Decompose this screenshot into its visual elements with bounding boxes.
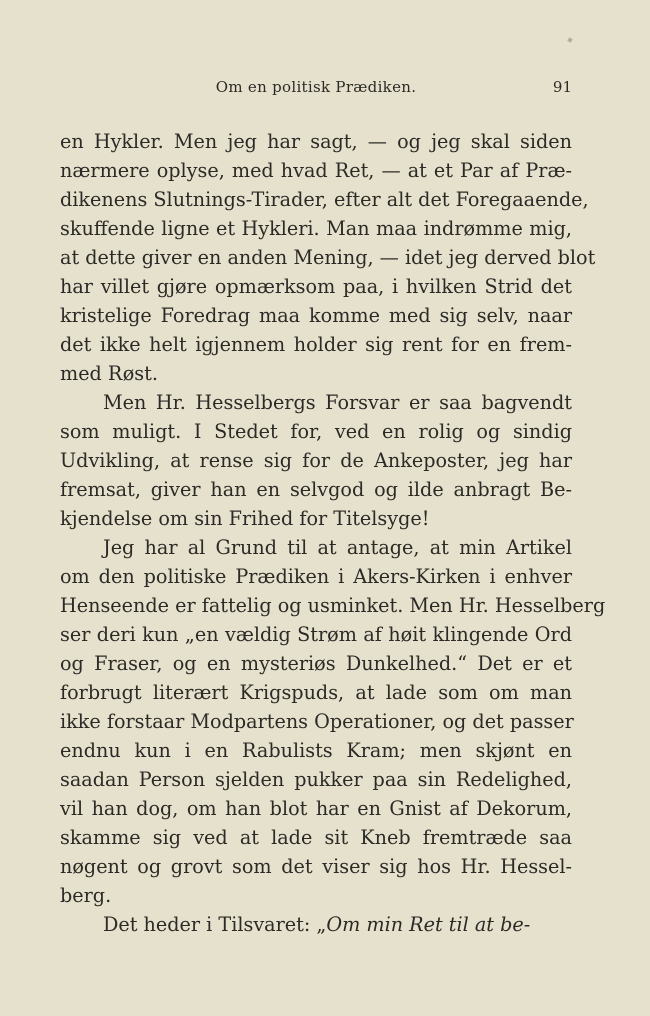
text-line: skamme sig ved at lade sit Kneb fremtræde saa	[60, 826, 572, 849]
text-line: endnu kun i en Rabulists Kram; men skjønt en	[60, 739, 572, 762]
text-line: kjendelse om sin Frihed for Titelsyge!	[60, 507, 430, 530]
text-line: dikenens Slutnings-Tirader, efter alt det Foregaaende,	[60, 188, 589, 211]
text-line: fremsat, giver han en selvgod og ilde anbragt Be-	[60, 478, 572, 501]
body-text	[60, 127, 606, 939]
text-line: nøgent og grovt som det viser sig hos Hr. Hessel-	[60, 855, 572, 878]
text-line: skuffende ligne et Hykleri. Man maa indrømme mig,	[60, 217, 572, 240]
text-line: nærmere oplyse, med hvad Ret, — at et Par af Præ-	[60, 159, 572, 182]
page-number: 91	[552, 78, 572, 96]
text-line: at dette giver en anden Mening, — idet jeg derved blot	[60, 246, 596, 269]
paragraph-start-line: Jeg har al Grund til at antage, at min Artikel	[103, 536, 572, 559]
text-line: som muligt. I Stedet for, ved en rolig og sindig	[60, 420, 572, 443]
text-line: Udvikling, at rense sig for de Ankeposter, jeg har	[60, 449, 572, 472]
text-line: berg.	[60, 884, 112, 907]
text-line: forbrugt literært Krigspuds, at lade som om man	[60, 681, 572, 704]
running-head	[60, 78, 572, 102]
last-line-italic: Om min Ret til at be-	[326, 913, 531, 936]
text-line: og Fraser, og en mysteriøs Dunkelhed.“ Det er et	[60, 652, 572, 675]
text-line: ser deri kun „en vældig Strøm af høit klingende Ord	[60, 623, 572, 646]
text-line: vil han dog, om han blot har en Gnist af Dekorum,	[60, 797, 572, 820]
running-title: Om en politisk Prædiken.	[215, 78, 417, 96]
text-line: ikke forstaar Modpartens Operationer, og det passer	[60, 710, 574, 733]
print-speck	[567, 37, 572, 42]
text-line: med Røst.	[60, 362, 158, 385]
last-line-roman: Det heder i Tilsvaret: „	[103, 913, 327, 936]
text-line: Henseende er fattelig og usminket. Men Hr. Hesselberg	[60, 594, 606, 617]
text-line: om den politiske Prædiken i Akers-Kirken i enhver	[60, 565, 572, 588]
paragraph-start-line: Men Hr. Hesselbergs Forsvar er saa bagvendt	[103, 391, 572, 414]
text-line: har villet gjøre opmærksom paa, i hvilken Strid det	[60, 275, 572, 298]
paragraph-start-line	[60, 910, 572, 939]
text-line: kristelige Foredrag maa komme med sig selv, naar	[60, 304, 572, 327]
text-line: det ikke helt igjennem holder sig rent for en frem-	[60, 333, 572, 356]
text-line: saadan Person sjelden pukker paa sin Redelighed,	[60, 768, 572, 791]
text-line: en Hykler. Men jeg har sagt, — og jeg skal siden	[60, 130, 572, 153]
